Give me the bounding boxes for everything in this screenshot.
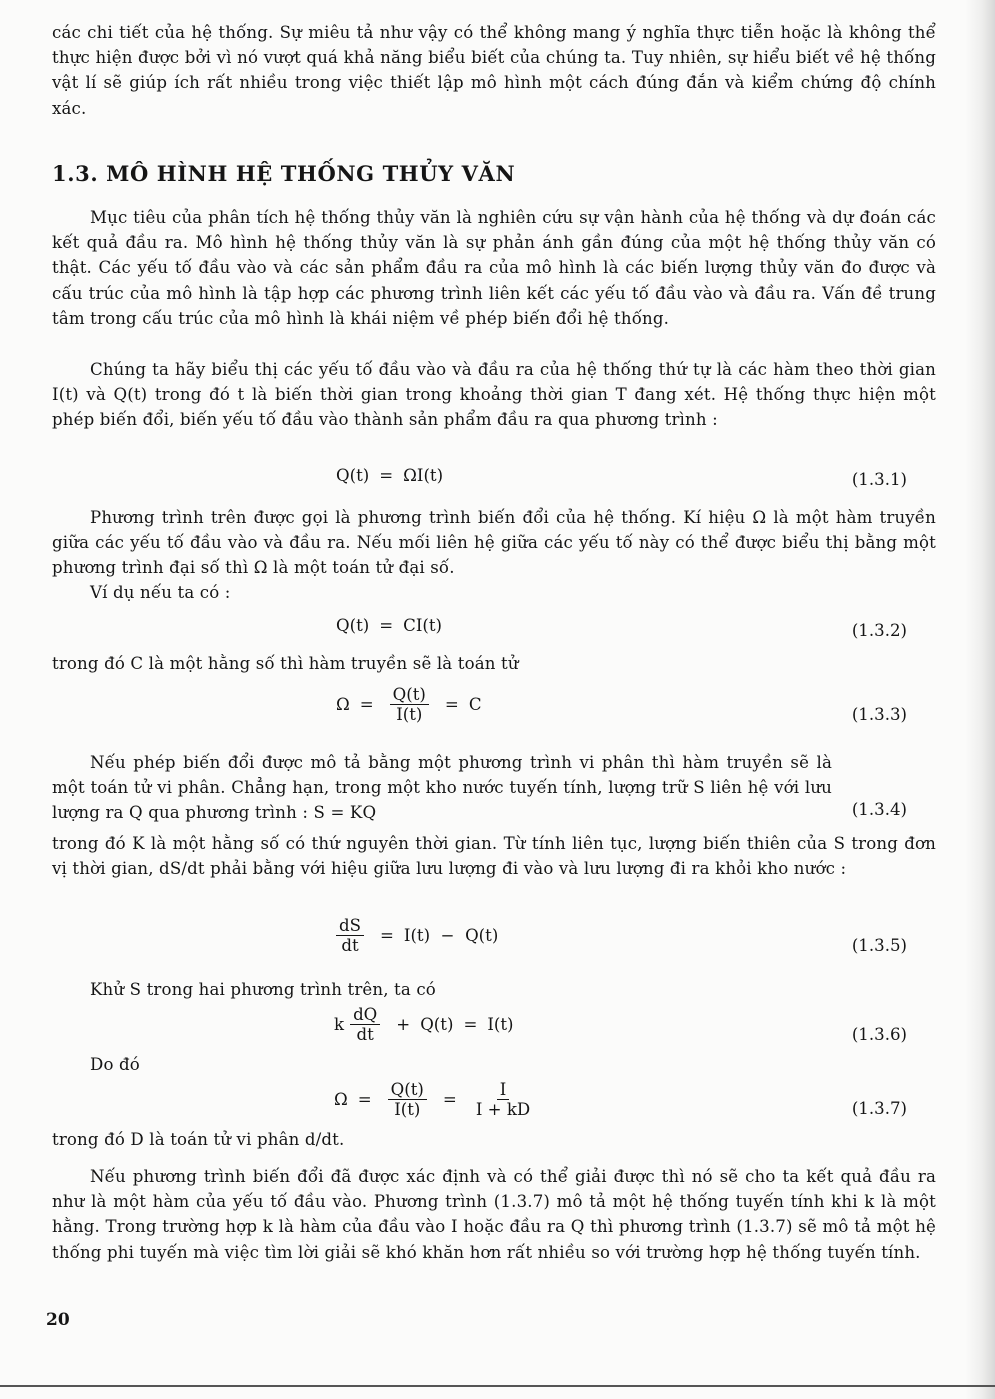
eq3-denominator: I(t) [396, 705, 423, 725]
eq7-denominator-1: I(t) [394, 1100, 421, 1120]
eq7-numerator-1: Q(t) [388, 1080, 427, 1100]
eq1-rhs: ΩI(t) [403, 466, 444, 485]
eq3-lhs: Ω [336, 695, 350, 715]
equation-number-1-3-4: (1.3.4) [851, 800, 907, 819]
equation-number-1-3-2: (1.3.2) [851, 621, 907, 640]
paragraph-7: trong đó K là một hằng số có thứ nguyên thời gian. Từ tính liên tục, lượng biến thiên của S trong đơn vị thời gian, dS/dt phải bằng với hiệu giữa lưu lượng đi vào và lưu lượng đi ra khỏi kho nước : [52, 834, 936, 879]
eq7-equals-2: = [442, 1090, 457, 1110]
eq3-rhs: C [468, 695, 482, 715]
page-edge-shadow [965, 0, 995, 1399]
paragraph-6: Nếu phép biến đổi được mô tả bằng một phương trình vi phân thì hàm truyền sẽ là một toán tử vi phân. Chẳng hạn, trong một kho nước tuyến tính, lượng trữ S liên hệ với lưu lượng ra Q qua phương trình : S = KQ [52, 753, 832, 823]
equation-number-1-3-6: (1.3.6) [851, 1025, 907, 1044]
equation-1-3-1 [336, 466, 443, 485]
paragraph-2: Chúng ta hãy biểu thị các yếu tố đầu vào và đầu ra của hệ thống thứ tự là các hàm theo thời gian I(t) và Q(t) trong đó t là biến thời gian trong khoảng thời gian T đang xét. Hệ thống thực hiện một phép biến đổi, biến yếu tố đầu vào thành sản phẩm đầu ra qua phương trình : [52, 360, 936, 430]
eq6-mid: Q(t) [420, 1015, 454, 1035]
equation-1-3-7 [334, 1080, 539, 1119]
equation-1-3-2 [336, 616, 442, 635]
eq7-fraction-1 [388, 1080, 427, 1119]
eq6-fraction [350, 1005, 380, 1044]
eq7-lhs: Ω [334, 1090, 348, 1110]
equation-number-1-3-1: (1.3.1) [851, 470, 907, 489]
paragraph-9: Do đó [90, 1055, 140, 1074]
eq2-equals: = [379, 616, 394, 635]
equation-1-3-5 [330, 916, 498, 955]
eq3-equals: = [359, 695, 374, 715]
page-number: 20 [46, 1310, 70, 1330]
eq2-rhs: CI(t) [403, 616, 443, 635]
eq5-rhs: I(t) − Q(t) [403, 926, 499, 946]
eq1-lhs: Q(t) [336, 466, 370, 485]
paragraph-4: Ví dụ nếu ta có : [90, 583, 231, 602]
eq7-numerator-2: I [497, 1080, 510, 1100]
paragraph-3: Phương trình trên được gọi là phương trình biến đổi của hệ thống. Kí hiệu Ω là một hàm truyền giữa các yếu tố đầu vào và đầu ra. Nếu mối liên hệ giữa các yếu tố này có thể được biểu thị bằng một phương trình đại số thì Ω là một toán tử đại số. [52, 508, 936, 578]
equation-number-1-3-3: (1.3.3) [851, 705, 907, 724]
eq6-numerator: dQ [350, 1005, 380, 1025]
eq6-denominator: dt [356, 1025, 374, 1045]
intro-paragraph: các chi tiết của hệ thống. Sự miêu tả như vậy có thể không mang ý nghĩa thực tiễn hoặc là không thể thực hiện được bởi vì nó vượt quá khả năng biểu biết của chúng ta. Tuy nhiên, sự hiểu biết về hệ thống vật lí sẽ giúp ích rất nhiều trong việc thiết lập mô hình một cách đúng đắn và kiểm chứng độ chính xác. [52, 23, 936, 118]
eq3-fraction [390, 685, 429, 724]
eq7-fraction-2 [473, 1080, 533, 1119]
eq6-k: k [334, 1015, 345, 1035]
paragraph-1: Mục tiêu của phân tích hệ thống thủy văn là nghiên cứu sự vận hành của hệ thống và dự đoán các kết quả đầu ra. Mô hình hệ thống thủy văn là sự phản ánh gần đúng của một hệ thống thủy văn có thật. Các yếu tố đầu vào và các sản phẩm đầu ra của mô hình là các biến lượng thủy văn đo được và cấu trúc của mô hình là tập hợp các phương trình liên kết các yếu tố đầu vào và đầu ra. Vấn đề trung tâm trong cấu trúc của mô hình là khái niệm về phép biến đổi hệ thống. [52, 208, 936, 328]
eq6-plus: + [396, 1015, 411, 1035]
paragraph-8: Khử S trong hai phương trình trên, ta có [90, 980, 436, 999]
equation-1-3-6 [334, 1005, 514, 1044]
eq5-fraction [336, 916, 364, 955]
equation-number-1-3-5: (1.3.5) [851, 936, 907, 955]
page-bottom-rule [0, 1385, 995, 1387]
paragraph-11: Nếu phương trình biến đổi đã được xác định và có thể giải được thì nó sẽ cho ta kết quả đầu ra như là một hàm của yếu tố đầu vào. Phương trình (1.3.7) mô tả một hệ thống tuyến tính khi k là một hằng. Trong trường hợp k là hàm của đầu vào I hoặc đầu ra Q thì phương trình (1.3.7) sẽ mô tả một hệ thống phi tuyến mà việc tìm lời giải sẽ khó khăn hơn rất nhiều so với trường hợp hệ thống tuyến tính. [52, 1167, 936, 1262]
eq5-numerator: dS [336, 916, 364, 936]
eq7-equals: = [357, 1090, 372, 1110]
section-heading: 1.3. MÔ HÌNH HỆ THỐNG THỦY VĂN [52, 161, 516, 186]
eq6-rhs: I(t) [487, 1015, 514, 1035]
eq3-numerator: Q(t) [390, 685, 429, 705]
eq3-equals-2: = [444, 695, 459, 715]
eq2-lhs: Q(t) [336, 616, 370, 635]
eq1-equals: = [379, 466, 394, 485]
equation-number-1-3-7: (1.3.7) [851, 1099, 907, 1118]
eq7-denominator-2: I + kD [475, 1100, 531, 1120]
paragraph-5: trong đó C là một hằng số thì hàm truyền sẽ là toán tử [52, 654, 519, 673]
paragraph-10: trong đó D là toán tử vi phân d/dt. [52, 1130, 345, 1149]
eq5-denominator: dt [341, 936, 359, 956]
eq5-equals: = [380, 926, 394, 946]
equation-1-3-3 [336, 685, 482, 724]
eq6-equals: = [463, 1015, 478, 1035]
